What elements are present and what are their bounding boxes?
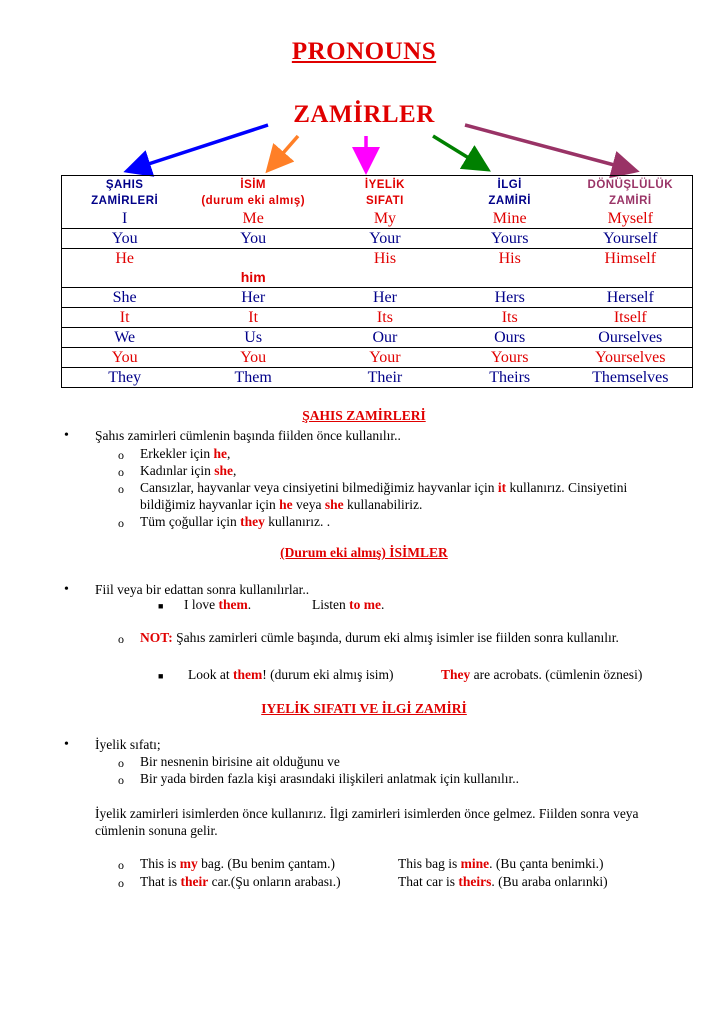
list-item: Bir yada birden fazla kişi arasındaki ilişkileri anlatmak için kullanılır.. bbox=[140, 771, 520, 786]
arrow-purple bbox=[465, 125, 633, 170]
table-row bbox=[62, 249, 693, 288]
header-cell: İSİM (durum eki almış) bbox=[201, 179, 306, 207]
table-cell: Them bbox=[187, 368, 319, 388]
arrows-diagram bbox=[0, 110, 728, 180]
square-bullet-icon: ■ bbox=[158, 601, 164, 611]
example-text: Look at them! (durum eki almış isim) bbox=[188, 667, 394, 682]
section-heading-objects: (Durum eki almış) İSİMLER bbox=[280, 545, 448, 560]
table-cell: They bbox=[62, 368, 188, 388]
page-subtitle: ZAMİRLER bbox=[293, 101, 435, 128]
table-cell: His bbox=[451, 249, 569, 288]
section1-bullet: Şahıs zamirleri cümlenin başında fiilden önce kullanılır.. bbox=[95, 428, 401, 443]
list-item: Kadınlar için she, bbox=[140, 463, 237, 478]
table-header-row bbox=[62, 176, 693, 210]
circle-bullet-icon: o bbox=[118, 448, 124, 462]
table-cell: Yours bbox=[451, 348, 569, 368]
table-cell: Mine bbox=[451, 209, 569, 229]
example-text: This is my bag. (Bu benim çantam.) bbox=[140, 856, 335, 871]
circle-bullet-icon: o bbox=[118, 482, 124, 496]
table-cell bbox=[187, 249, 319, 288]
table-row bbox=[62, 348, 693, 368]
list-item: bildiğimiz hayvanlar için he veya she kullanabiliriz. bbox=[140, 497, 423, 512]
him-text: him bbox=[240, 269, 266, 285]
table-cell: Yourselves bbox=[569, 348, 693, 368]
table-row bbox=[62, 209, 693, 229]
table-cell: Ourselves bbox=[569, 328, 693, 348]
page-title: PRONOUNS bbox=[291, 38, 437, 65]
arrow-green bbox=[433, 136, 485, 168]
circle-bullet-icon: o bbox=[118, 516, 124, 530]
pronoun-table bbox=[61, 175, 693, 388]
table-cell: Us bbox=[187, 328, 319, 348]
list-item: Bir nesnenin birisine ait olduğunu ve bbox=[140, 754, 340, 769]
table-row bbox=[62, 368, 693, 388]
table-cell: He bbox=[62, 249, 188, 288]
example-text: I love them. bbox=[184, 597, 252, 612]
bullet-icon: • bbox=[64, 582, 69, 597]
table-cell: Myself bbox=[569, 209, 693, 229]
table-cell: Its bbox=[319, 308, 451, 328]
section2-bullet: Fiil veya bir edattan sonra kullanılırlar.. bbox=[95, 582, 310, 597]
example-text: That is their car.(Şu onların arabası.) bbox=[140, 874, 341, 889]
list-item: Cansızlar, hayvanlar veya cinsiyetini bilmediğimiz hayvanlar için it kullanırız. Cinsiyetini bbox=[140, 480, 628, 495]
table-cell: His bbox=[319, 249, 451, 288]
square-bullet-icon: ■ bbox=[158, 671, 164, 681]
bullet-icon: • bbox=[64, 428, 69, 443]
table-cell: Himself bbox=[569, 249, 693, 288]
table-cell: You bbox=[187, 348, 319, 368]
table-cell: You bbox=[62, 348, 188, 368]
note-text: NOT: Şahıs zamirleri cümle başında, durum eki almış isimler ise fiilden sonra kullanılır. bbox=[140, 630, 619, 645]
section-heading-possessive: IYELİK SIFATI VE İLGİ ZAMİRİ bbox=[261, 701, 467, 716]
header-cell: İYELİK SIFATI bbox=[364, 179, 405, 207]
table-cell: I bbox=[62, 209, 188, 229]
table-cell: Her bbox=[187, 288, 319, 308]
circle-bullet-icon: o bbox=[118, 756, 124, 770]
table-cell: Your bbox=[319, 348, 451, 368]
table-row bbox=[62, 328, 693, 348]
table-cell: Herself bbox=[569, 288, 693, 308]
table-cell: My bbox=[319, 209, 451, 229]
table-cell: Themselves bbox=[569, 368, 693, 388]
list-item: Erkekler için he, bbox=[140, 446, 231, 461]
table-row bbox=[62, 288, 693, 308]
table-row bbox=[62, 229, 693, 249]
arrow-blue bbox=[130, 125, 268, 170]
example-text: They are acrobats. (cümlenin öznesi) bbox=[441, 667, 643, 682]
table-cell: Ours bbox=[451, 328, 569, 348]
circle-bullet-icon: o bbox=[118, 858, 124, 872]
bullet-icon: • bbox=[64, 737, 69, 752]
section-heading-personal: ŞAHIS ZAMİRLERİ bbox=[302, 408, 426, 423]
table-cell: It bbox=[62, 308, 188, 328]
header-cell: DÖNÜŞLÜLÜK ZAMİRİ bbox=[587, 179, 674, 207]
example-text: This bag is mine. (Bu çanta benimki.) bbox=[398, 856, 604, 871]
table-cell: We bbox=[62, 328, 188, 348]
table-cell: Our bbox=[319, 328, 451, 348]
table-cell: Your bbox=[319, 229, 451, 249]
table-cell: Itself bbox=[569, 308, 693, 328]
table-cell: Theirs bbox=[451, 368, 569, 388]
arrow-orange bbox=[270, 136, 298, 168]
paragraph-line: İyelik zamirleri isimlerden önce kullanırız. İlgi zamirleri isimlerden önce gelmez. Fiilden sonra veya bbox=[95, 806, 639, 821]
circle-bullet-icon: o bbox=[118, 773, 124, 787]
table-row bbox=[62, 308, 693, 328]
table-cell: You bbox=[62, 229, 188, 249]
circle-bullet-icon: o bbox=[118, 632, 124, 646]
header-cell: İLGİ ZAMİRİ bbox=[488, 179, 531, 207]
circle-bullet-icon: o bbox=[118, 465, 124, 479]
table-cell: Her bbox=[319, 288, 451, 308]
header-cell: ŞAHIS ZAMİRLERİ bbox=[91, 179, 159, 207]
table-cell: You bbox=[187, 229, 319, 249]
table-cell: Its bbox=[451, 308, 569, 328]
example-text: That car is theirs. (Bu araba onlarınki) bbox=[398, 874, 608, 889]
paragraph-line: cümlenin sonuna gelir. bbox=[95, 823, 218, 838]
circle-bullet-icon: o bbox=[118, 876, 124, 890]
table-cell: It bbox=[187, 308, 319, 328]
table-cell: Hers bbox=[451, 288, 569, 308]
table-cell: Yours bbox=[451, 229, 569, 249]
table-cell: She bbox=[62, 288, 188, 308]
example-text: Listen to me. bbox=[312, 597, 385, 612]
table-cell: Their bbox=[319, 368, 451, 388]
section3-bullet: İyelik sıfatı; bbox=[95, 737, 161, 752]
table-cell: Yourself bbox=[569, 229, 693, 249]
table-cell: Me bbox=[187, 209, 319, 229]
list-item: Tüm çoğullar için they kullanırız. . bbox=[140, 514, 331, 529]
